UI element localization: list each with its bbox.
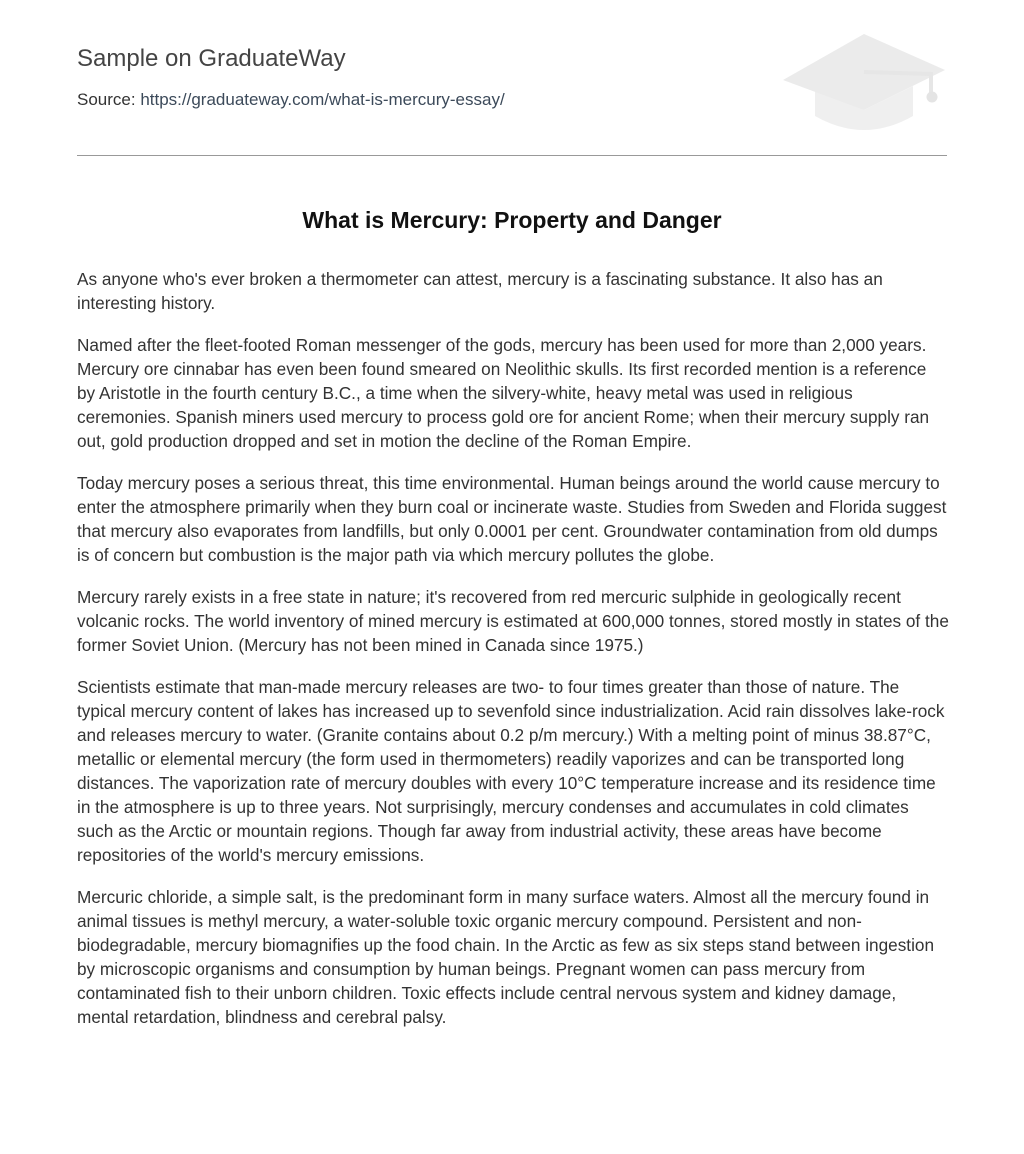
page-header	[77, 0, 947, 156]
paragraph: Today mercury poses a serious threat, this time environmental. Human beings around the world cause mercury to enter the atmosphere primarily when they burn coal or incinerate waste. Studies from Sweden and Florida suggest that mercury also evaporates from landfills, but only 0.0001 per cent. Groundwater contamination from old dumps is of concern but combustion is the major path via which mercury pollutes the globe.	[77, 473, 947, 565]
paragraph: Scientists estimate that man-made mercury releases are two- to four times greater than those of nature. The typical mercury content of lakes has increased up to sevenfold since industrialization. Acid rain dissolves lake-rock and releases mercury to water. (Granite contains about 0.2 p/m mercury.) With a melting point of minus 38.87°C, metallic or elemental mercury (the form used in thermometers) readily vaporizes and can be transported long distances. The vaporization rate of mercury doubles with every 10°C temperature increase and its residence time in the atmosphere is up to three years. Not surprisingly, mercury condenses and accumulates in cold climates such as the Arctic or mountain regions. Though far away from industrial activity, these areas have become repositories of the world's mercury emissions.	[77, 677, 945, 865]
paragraph: As anyone who's ever broken a thermometer can attest, mercury is a fascinating substance. It also has an interesting history.	[77, 269, 883, 313]
document-body	[77, 267, 949, 1047]
paragraph: Named after the fleet-footed Roman messenger of the gods, mercury has been used for more than 2,000 years. Mercury ore cinnabar has even been found smeared on Neolithic skulls. Its first recorded mention is a reference by Aristotle in the fourth century B.C., a time when the silvery-white, heavy metal was used in religious ceremonies. Spanish miners used mercury to process gold ore for ancient Rome; when their mercury supply ran out, gold production dropped and set in motion the decline of the Roman Empire.	[77, 335, 930, 451]
document-title: What is Mercury: Property and Danger	[302, 207, 722, 233]
site-title: Sample on GraduateWay	[77, 45, 346, 72]
source-line	[77, 89, 505, 111]
source-label: Source:	[77, 90, 136, 109]
paragraph: Mercuric chloride, a simple salt, is the predominant form in many surface waters. Almost all the mercury found in animal tissues is methyl mercury, a water-soluble toxic organic mercury compound. Persistent and non-biodegradable, mercury biomagnifies up the food chain. In the Arctic as few as six steps stand between ingestion by microscopic organisms and consumption by human beings. Pregnant women can pass mercury from contaminated fish to their unborn children. Toxic effects include central nervous system and kidney damage, mental retardation, blindness and cerebral palsy.	[77, 887, 935, 1027]
paragraph: Mercury rarely exists in a free state in nature; it's recovered from red mercuric sulphide in geologically recent volcanic rocks. The world inventory of mined mercury is estimated at 600,000 tonnes, stored mostly in states of the former Soviet Union. (Mercury has not been mined in Canada since 1975.)	[77, 587, 949, 655]
header-divider	[77, 155, 947, 156]
source-link[interactable]: https://graduateway.com/what-is-mercury-essay/	[140, 90, 505, 109]
graduation-cap-icon	[781, 30, 947, 134]
